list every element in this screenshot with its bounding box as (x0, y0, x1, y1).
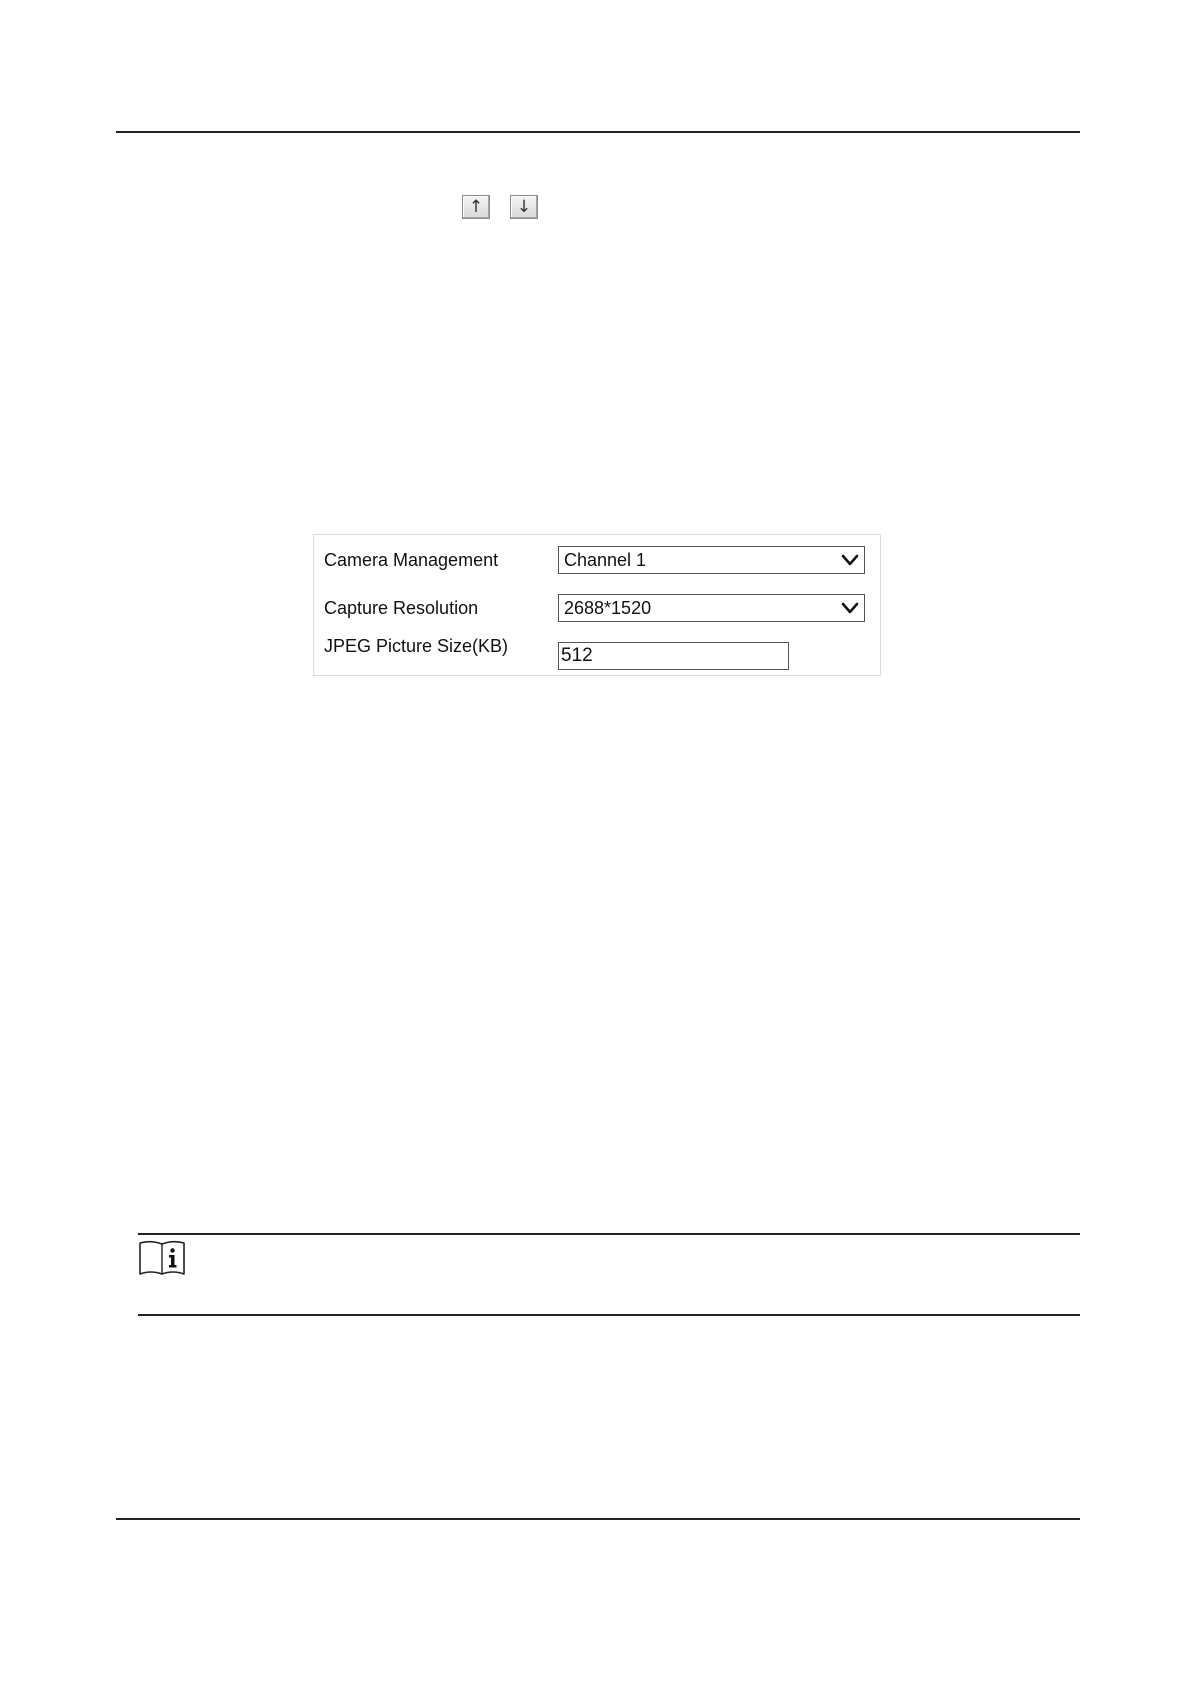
footer-divider (116, 1518, 1080, 1520)
camera-management-select[interactable] (558, 546, 865, 574)
capture-resolution-select[interactable] (558, 594, 865, 622)
chevron-down-icon (840, 551, 860, 569)
up-arrow-button[interactable] (462, 195, 490, 219)
jpeg-picture-size-label: JPEG Picture Size(KB) (324, 636, 509, 656)
capture-settings-panel (313, 534, 881, 676)
note-book-info-icon (138, 1240, 186, 1276)
camera-management-value: Channel 1 (564, 550, 647, 570)
camera-management-label: Camera Management (324, 550, 499, 570)
jpeg-picture-size-input[interactable] (558, 642, 789, 670)
capture-resolution-label: Capture Resolution (324, 598, 479, 618)
arrow-down-icon: ↓ (516, 196, 532, 217)
capture-resolution-value: 2688*1520 (564, 598, 652, 618)
arrow-up-icon: ↑ (468, 196, 484, 217)
note-top-divider (138, 1233, 1080, 1235)
chevron-down-icon (840, 599, 860, 617)
note-bottom-divider (138, 1314, 1080, 1316)
header-divider (116, 131, 1080, 133)
down-arrow-button[interactable] (510, 195, 538, 219)
